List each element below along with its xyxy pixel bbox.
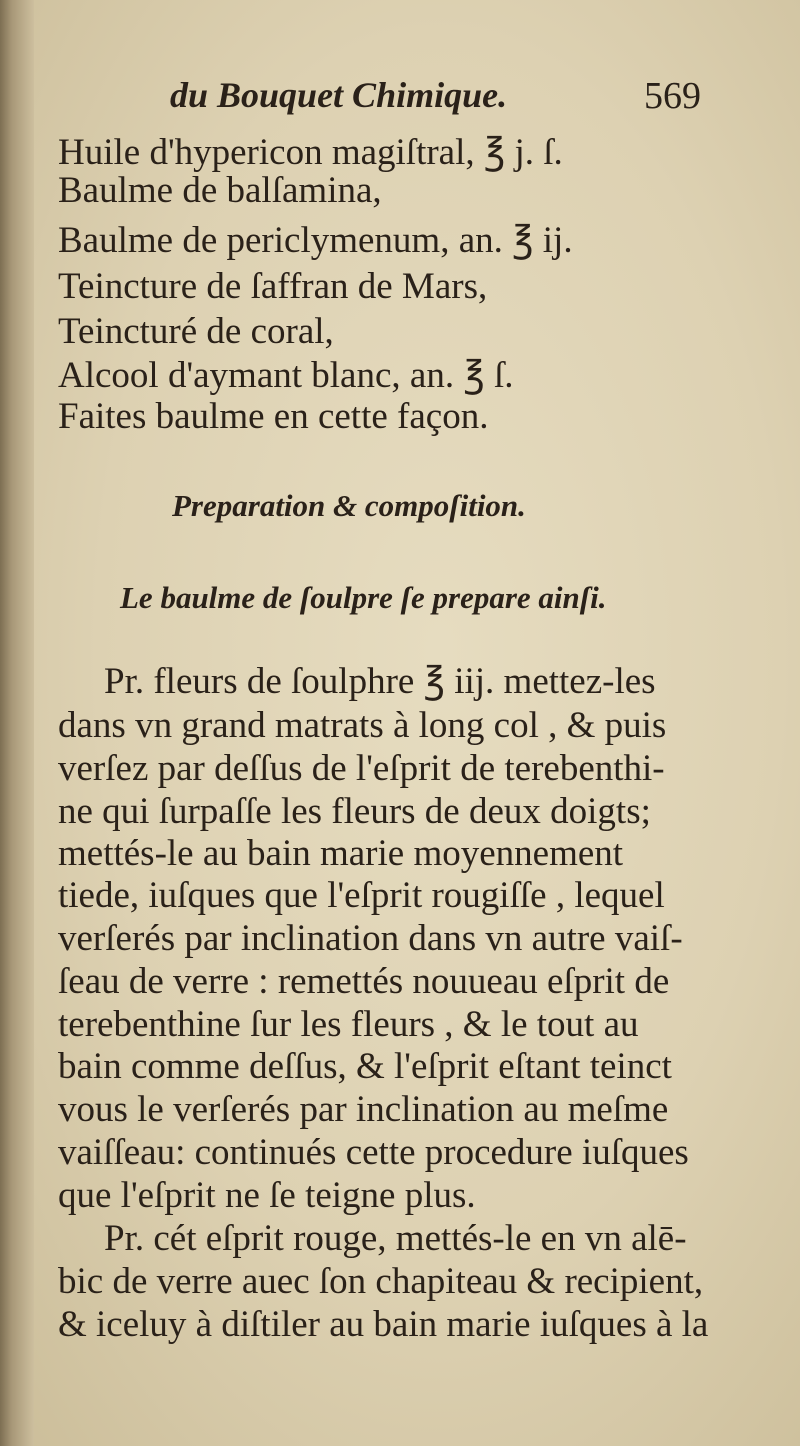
text-line: Pr. fleurs de ſoulphre ℥ iij. mettez-les bbox=[104, 661, 656, 702]
text-line: bain comme deſſus, & l'eſprit eſtant teinct bbox=[58, 1046, 672, 1087]
page-number: 569 bbox=[644, 75, 701, 117]
book-gutter bbox=[0, 0, 34, 1446]
text-line: ſeau de verre : remettés nouueau eſprit de bbox=[58, 961, 670, 1002]
text-line: que l'eſprit ne ſe teigne plus. bbox=[58, 1175, 476, 1216]
text-line: ne qui ſurpaſſe les fleurs de deux doigts; bbox=[58, 791, 651, 832]
recipe-line: Faites baulme en cette façon. bbox=[58, 396, 489, 437]
running-title: du Bouquet Chimique. bbox=[170, 75, 508, 115]
text-line: verſez par deſſus de l'eſprit de terebenthi- bbox=[58, 748, 665, 789]
page-header bbox=[170, 74, 710, 124]
text-line: verſerés par inclination dans vn autre vaiſ- bbox=[58, 918, 683, 959]
text-line: vaiſſeau: continués cette procedure iuſques bbox=[58, 1132, 689, 1173]
text-line: & iceluy à diſtiler au bain marie iuſques à la bbox=[58, 1304, 709, 1345]
recipe-line: Alcool d'aymant blanc, an. ℥ ſ. bbox=[58, 355, 514, 396]
recipe-line: Baulme de balſamina, bbox=[58, 170, 382, 211]
text-line: bic de verre auec ſon chapiteau & recipient, bbox=[58, 1261, 704, 1302]
text-line: vous le verſerés par inclination au meſme bbox=[58, 1089, 669, 1130]
subheading: Le baulme de ſoulpre ſe prepare ainſi. bbox=[120, 580, 607, 615]
text-line: mettés-le au bain marie moyennement bbox=[58, 833, 624, 874]
recipe-line: Huile d'hypericon magiſtral, ℥ j. ſ. bbox=[58, 132, 563, 173]
text-line: Pr. cét eſprit rouge, mettés-le en vn alē- bbox=[104, 1218, 687, 1259]
section-heading: Preparation & compoſition. bbox=[172, 488, 526, 523]
recipe-line: Teincturé de coral, bbox=[58, 311, 334, 352]
recipe-line: Baulme de periclymenum, an. ℥ ij. bbox=[58, 220, 573, 261]
text-line: tiede, iuſques que l'eſprit rougiſſe , lequel bbox=[58, 875, 665, 916]
text-line: terebenthine ſur les fleurs , & le tout au bbox=[58, 1004, 639, 1045]
recipe-line: Teincture de ſaffran de Mars, bbox=[58, 266, 488, 307]
text-line: dans vn grand matrats à long col , & puis bbox=[58, 705, 667, 746]
